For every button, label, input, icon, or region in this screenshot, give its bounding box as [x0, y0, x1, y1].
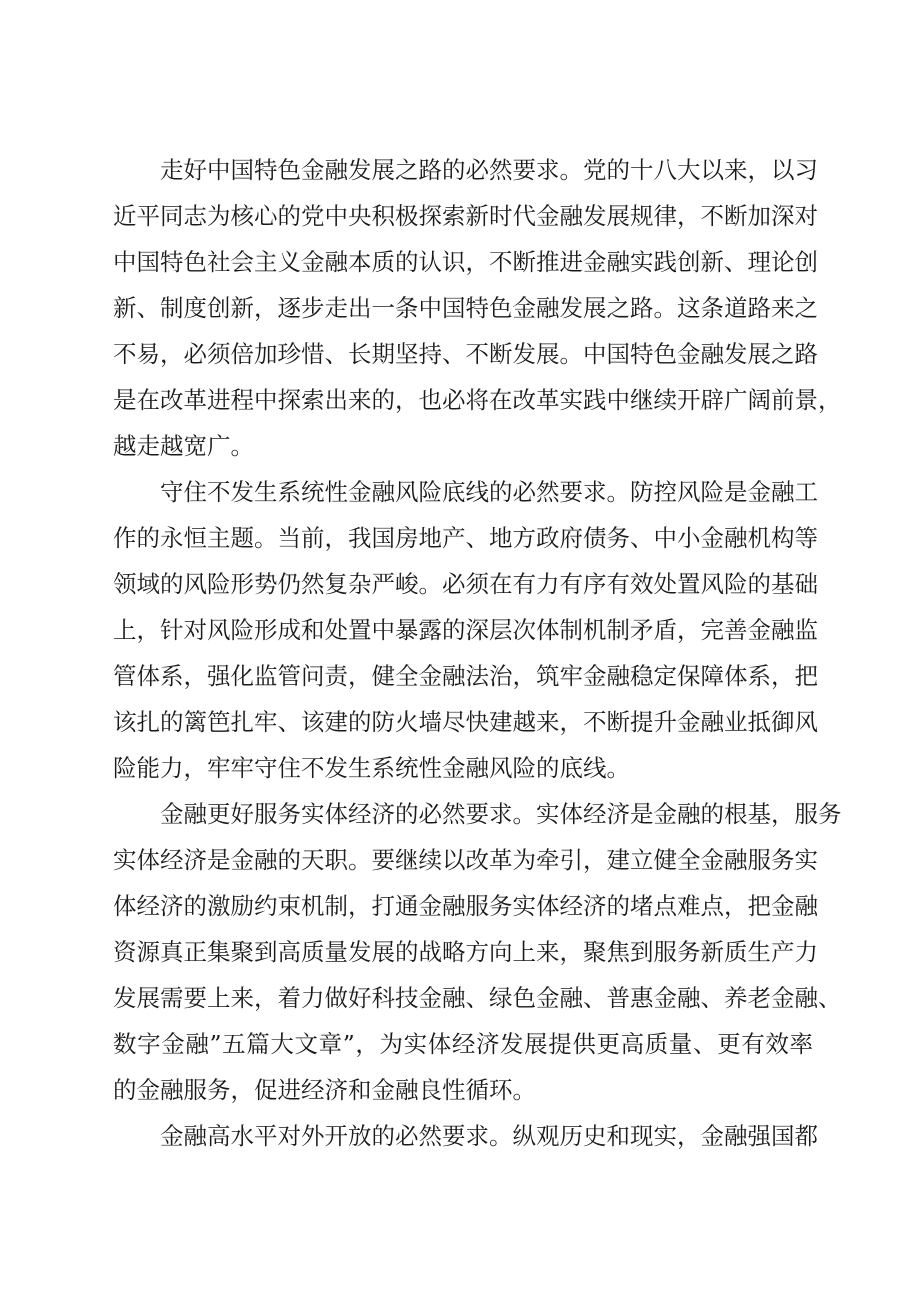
paragraph-2-line-2: 作的永恒主题。当前，我国房地产、地方政府债务、中小金融机构等 — [113, 524, 818, 552]
paragraph-1-line-1: 走好中国特色金融发展之路的必然要求。党的十八大以来，以习 — [160, 156, 818, 184]
paragraph-3-line-6: 数字金融”五篇大文章”，为实体经济发展提供更高质量、更有效率 — [113, 1030, 813, 1058]
paragraph-3-line-7: 的金融服务，促进经济和金融良性循环。 — [113, 1076, 536, 1104]
paragraph-1-line-6: 是在改革进程中探索出来的，也必将在改革实践中继续开辟广阔前景， — [113, 386, 842, 414]
paragraph-2-line-3: 领域的风险形势仍然复杂严峻。必须在有力有序有效处置风险的基础 — [113, 570, 818, 598]
paragraph-2-line-4: 上，针对风险形成和处置中暴露的深层次体制机制矛盾，完善金融监 — [113, 616, 818, 644]
paragraph-1-line-7: 越走越宽广。 — [113, 432, 254, 460]
paragraph-1-line-5: 不易，必须倍加珍惜、长期坚持、不断发展。中国特色金融发展之路 — [113, 340, 818, 368]
paragraph-3-line-4: 资源真正集聚到高质量发展的战略方向上来，聚焦到服务新质生产力 — [113, 938, 818, 966]
paragraph-4-line-1: 金融高水平对外开放的必然要求。纵观历史和现实，金融强国都 — [160, 1122, 818, 1150]
paragraph-3-line-2: 实体经济是金融的天职。要继续以改革为牵引，建立健全金融服务实 — [113, 846, 818, 874]
paragraph-3-line-3: 体经济的激励约束机制，打通金融服务实体经济的堵点难点，把金融 — [113, 892, 818, 920]
paragraph-1-line-3: 中国特色社会主义金融本质的认识，不断推进金融实践创新、理论创 — [113, 248, 818, 276]
paragraph-2-line-6: 该扎的篱笆扎牢、该建的防火墙尽快建越来，不断提升金融业抵御风 — [113, 708, 818, 736]
paragraph-2-line-7: 险能力，牢牢守住不发生系统性金融风险的底线。 — [113, 754, 630, 782]
paragraph-1-line-4: 新、制度创新，逐步走出一条中国特色金融发展之路。这条道路来之 — [113, 294, 818, 322]
paragraph-1-line-2: 近平同志为核心的党中央积极探索新时代金融发展规律，不断加深对 — [113, 202, 818, 230]
paragraph-2-line-1: 守住不发生系统性金融风险底线的必然要求。防控风险是金融工 — [160, 478, 818, 506]
paragraph-3-line-1: 金融更好服务实体经济的必然要求。实体经济是金融的根基，服务 — [160, 800, 842, 828]
paragraph-2-line-5: 管体系，强化监管问责，健全金融法治，筑牢金融稳定保障体系，把 — [113, 662, 818, 690]
paragraph-3-line-5: 发展需要上来，着力做好科技金融、绿色金融、普惠金融、养老金融、 — [113, 984, 842, 1012]
